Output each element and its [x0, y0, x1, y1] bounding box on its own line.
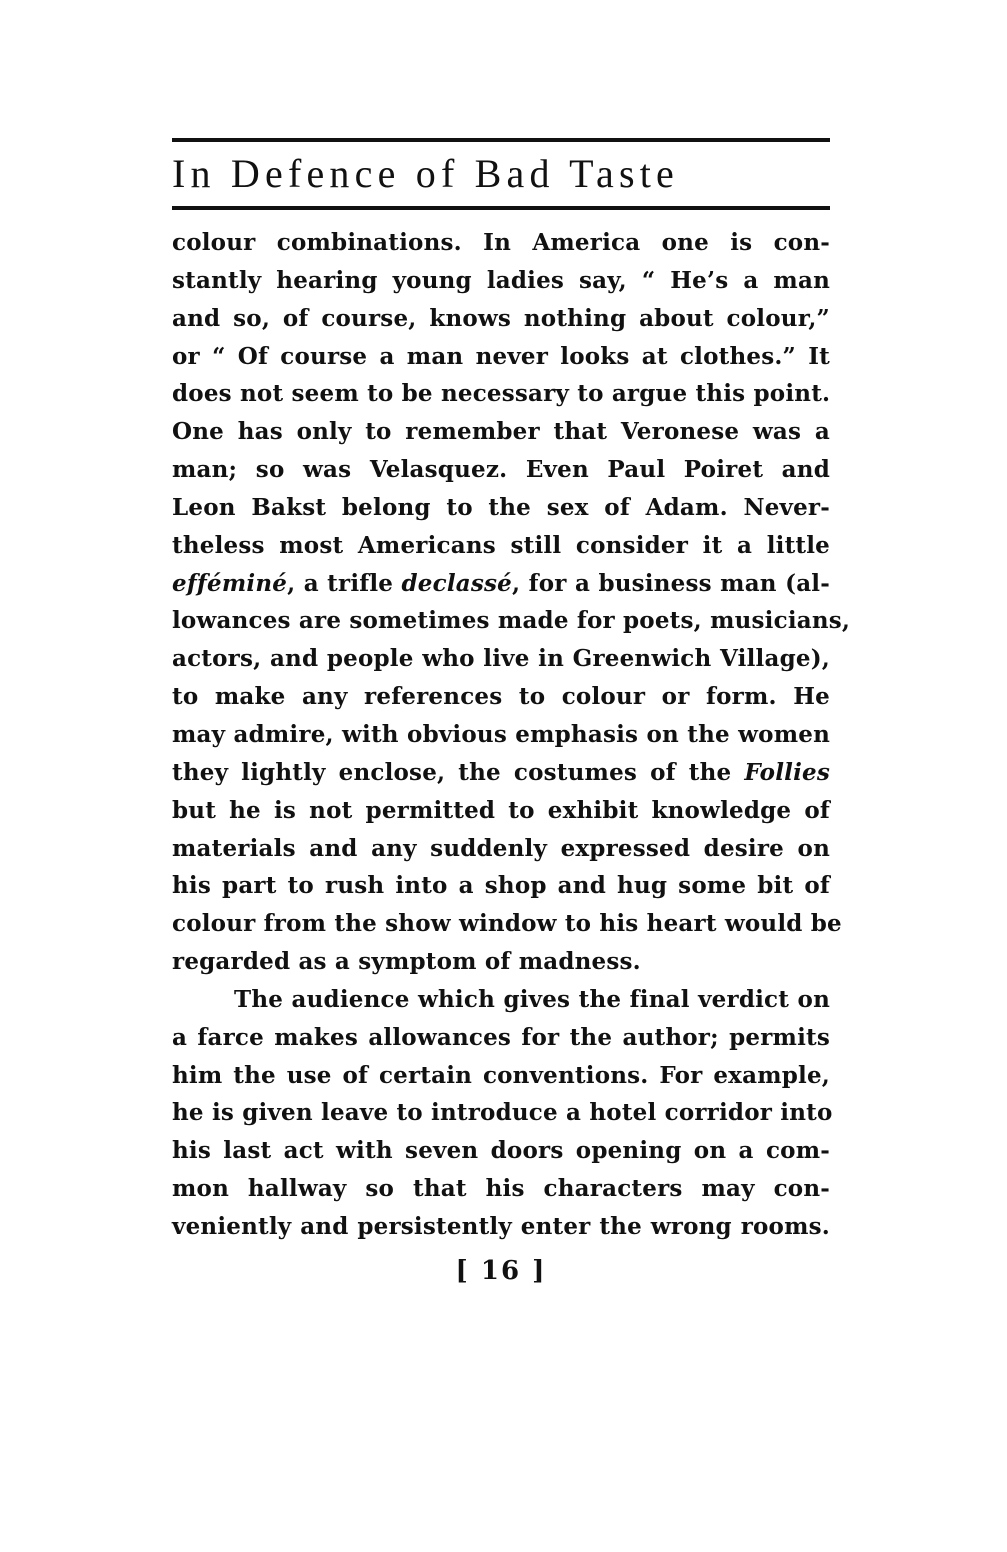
text-segment: or “ Of course a man never looks at clothes.” It	[172, 342, 830, 370]
paragraph-2	[172, 981, 833, 1246]
text-segment: his part to rush into a shop and hug some bit of	[172, 872, 830, 900]
text-line	[172, 792, 830, 830]
text-segment: does not seem to be necessary to argue this point.	[172, 380, 831, 408]
text-segment: theless most Americans still consider it a little	[172, 531, 830, 559]
text-line	[172, 565, 830, 603]
text-segment: and so, of course, knows nothing about colour,”	[172, 304, 830, 332]
text-line	[172, 451, 830, 489]
paragraph-1	[172, 224, 851, 981]
italic-term: Follies	[744, 758, 830, 786]
text-segment: stantly hearing young ladies say, “ He’s a man	[172, 266, 830, 294]
text-line	[172, 943, 830, 981]
italic-term: declassé	[401, 569, 513, 597]
text-line	[172, 262, 830, 300]
running-head: In Defence of Bad Taste	[172, 151, 680, 196]
text-segment: may admire, with obvious emphasis on the women	[172, 720, 830, 748]
header-rule-top	[172, 138, 830, 142]
text-line	[172, 867, 830, 905]
page-number: [ 16 ]	[455, 1255, 547, 1286]
text-line	[172, 716, 830, 754]
text-segment: Leon Bakst belong to the sex of Adam. Never-	[172, 493, 830, 521]
text-line	[172, 375, 830, 413]
text-line	[172, 905, 842, 943]
text-line: mon hallway so that his characters may con-	[172, 1175, 830, 1203]
text-line	[172, 489, 830, 527]
body-text	[172, 224, 851, 1246]
text-line	[172, 754, 830, 792]
text-segment: , for a business man (al-	[512, 569, 830, 597]
text-segment: One has only to remember that Veronese was a	[172, 418, 830, 446]
text-line: him the use of certain conventions. For example,	[172, 1061, 830, 1089]
text-segment: actors, and people who live in Greenwich Village),	[172, 645, 830, 673]
text-segment: , a trifle	[287, 569, 402, 597]
text-line	[172, 224, 830, 262]
text-line: veniently and persistently enter the wrong rooms.	[172, 1212, 830, 1240]
text-line	[172, 527, 830, 565]
text-line	[172, 338, 830, 376]
text-segment: materials and any suddenly expressed desire on	[172, 834, 830, 862]
book-page	[172, 138, 851, 1286]
text-line: he is given leave to introduce a hotel corridor into	[172, 1099, 833, 1127]
text-segment: to make any references to colour or form. He	[172, 683, 830, 711]
text-segment: they lightly enclose, the costumes of the	[172, 758, 745, 786]
text-line	[172, 830, 830, 868]
text-line	[172, 300, 830, 338]
text-line	[172, 413, 830, 451]
text-line: The audience which gives the final verdict on	[234, 985, 830, 1013]
text-segment: colour combinations. In America one is con-	[172, 229, 830, 256]
header-rule-bottom	[172, 206, 830, 210]
text-line: his last act with seven doors opening on a com-	[172, 1137, 830, 1165]
text-segment: regarded as a symptom of madness.	[172, 948, 641, 976]
text-segment: lowances are sometimes made for poets, musicians,	[172, 607, 851, 635]
text-line: a farce makes allowances for the author; permits	[172, 1023, 830, 1051]
text-line	[172, 640, 830, 678]
text-line	[172, 678, 830, 716]
italic-term: efféminé	[172, 569, 288, 597]
text-segment: colour from the show window to his heart would be	[172, 910, 842, 938]
text-segment: but he is not permitted to exhibit knowledge of	[172, 796, 830, 824]
text-segment: man; so was Velasquez. Even Paul Poiret and	[172, 456, 830, 484]
text-line	[172, 602, 851, 640]
